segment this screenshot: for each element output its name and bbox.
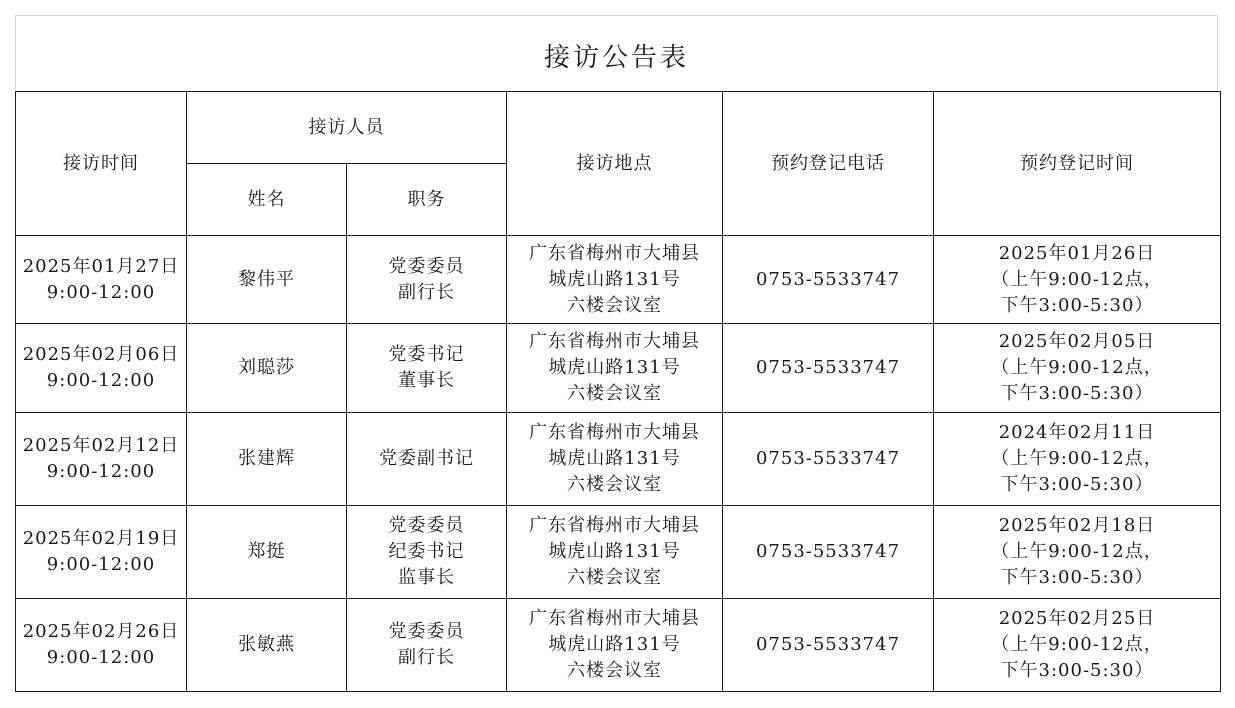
position-line: 董事长	[398, 370, 455, 391]
booking-date: 2025年02月25日	[998, 608, 1156, 629]
table-row	[16, 236, 1221, 324]
position-line: 监事长	[398, 567, 455, 588]
location-line: 六楼会议室	[567, 383, 662, 404]
booking-date: 2025年02月18日	[998, 515, 1156, 536]
booking-date: 2024年02月11日	[998, 422, 1156, 443]
visit-schedule-table	[15, 91, 1221, 692]
location-line: 城虎山路131号	[548, 357, 681, 378]
time-range: 9:00-12:00	[46, 647, 156, 668]
location-cell	[507, 324, 723, 413]
location-line: 六楼会议室	[567, 294, 662, 316]
phone-cell: 0753-5533747	[723, 236, 934, 324]
time-date: 2025年02月06日	[22, 344, 180, 365]
time-date: 2025年02月19日	[22, 528, 180, 549]
position-cell	[347, 599, 507, 692]
location-cell	[507, 599, 723, 692]
position-cell	[347, 413, 507, 506]
header-time: 接访时间	[16, 92, 187, 236]
location-line: 广东省梅州市大埔县	[529, 242, 700, 264]
booking-date: 2025年01月26日	[998, 242, 1156, 264]
booking-cell	[934, 236, 1221, 324]
table-row	[16, 599, 1221, 692]
name-cell: 张建辉	[187, 413, 347, 506]
booking-afternoon: 下午3:00-5:30）	[1000, 474, 1154, 495]
booking-cell	[934, 324, 1221, 413]
position-line: 纪委书记	[388, 541, 465, 562]
position-cell	[347, 324, 507, 413]
header-position: 职务	[347, 164, 507, 236]
location-line: 城虎山路131号	[548, 448, 681, 469]
booking-morning: （上午9:00-12点，	[991, 541, 1163, 562]
booking-morning: （上午9:00-12点，	[991, 634, 1163, 655]
location-cell	[507, 413, 723, 506]
time-cell	[16, 324, 187, 413]
phone-cell: 0753-5533747	[723, 506, 934, 599]
phone-cell: 0753-5533747	[723, 324, 934, 413]
location-line: 广东省梅州市大埔县	[529, 422, 700, 443]
booking-morning: （上午9:00-12点，	[991, 268, 1163, 290]
header-booking-time: 预约登记时间	[934, 92, 1221, 236]
name-cell: 郑挺	[187, 506, 347, 599]
booking-afternoon: 下午3:00-5:30）	[1000, 294, 1154, 316]
position-line: 党委副书记	[379, 448, 474, 469]
time-cell	[16, 236, 187, 324]
position-line: 副行长	[398, 281, 455, 303]
time-cell	[16, 506, 187, 599]
location-cell	[507, 506, 723, 599]
name-cell: 张敏燕	[187, 599, 347, 692]
time-range: 9:00-12:00	[46, 281, 156, 303]
location-line: 六楼会议室	[567, 567, 662, 588]
time-date: 2025年02月12日	[22, 435, 180, 456]
position-cell	[347, 236, 507, 324]
time-cell	[16, 599, 187, 692]
time-date: 2025年02月26日	[22, 621, 180, 642]
location-line: 广东省梅州市大埔县	[529, 515, 700, 536]
time-range: 9:00-12:00	[46, 461, 156, 482]
position-line: 副行长	[398, 647, 455, 668]
header-location: 接访地点	[507, 92, 723, 236]
time-cell	[16, 413, 187, 506]
booking-morning: （上午9:00-12点，	[991, 448, 1163, 469]
location-cell	[507, 236, 723, 324]
location-line: 城虎山路131号	[548, 268, 681, 290]
header-row	[16, 92, 1221, 164]
location-line: 六楼会议室	[567, 474, 662, 495]
header-personnel: 接访人员	[187, 92, 507, 164]
phone-cell: 0753-5533747	[723, 599, 934, 692]
booking-afternoon: 下午3:00-5:30）	[1000, 567, 1154, 588]
title-box	[15, 15, 1218, 89]
table-row	[16, 324, 1221, 413]
booking-date: 2025年02月05日	[998, 331, 1156, 352]
header-phone: 预约登记电话	[723, 92, 934, 236]
time-range: 9:00-12:00	[46, 554, 156, 575]
name-cell: 黎伟平	[187, 236, 347, 324]
name-cell: 刘聪莎	[187, 324, 347, 413]
booking-afternoon: 下午3:00-5:30）	[1000, 660, 1154, 681]
table-row	[16, 506, 1221, 599]
table-row	[16, 413, 1221, 506]
page-title: 接访公告表	[543, 43, 689, 73]
booking-cell	[934, 599, 1221, 692]
time-date: 2025年01月27日	[22, 255, 180, 277]
position-cell	[347, 506, 507, 599]
location-line: 六楼会议室	[567, 660, 662, 681]
time-range: 9:00-12:00	[46, 370, 156, 391]
position-line: 党委委员	[388, 621, 465, 642]
booking-cell	[934, 506, 1221, 599]
position-line: 党委委员	[388, 255, 465, 277]
position-line: 党委书记	[388, 344, 465, 365]
position-line: 党委委员	[388, 515, 465, 536]
booking-morning: （上午9:00-12点，	[991, 357, 1163, 378]
header-name: 姓名	[187, 164, 347, 236]
location-line: 城虎山路131号	[548, 541, 681, 562]
location-line: 广东省梅州市大埔县	[529, 608, 700, 629]
booking-afternoon: 下午3:00-5:30）	[1000, 383, 1154, 404]
location-line: 城虎山路131号	[548, 634, 681, 655]
booking-cell	[934, 413, 1221, 506]
phone-cell: 0753-5533747	[723, 413, 934, 506]
location-line: 广东省梅州市大埔县	[529, 331, 700, 352]
